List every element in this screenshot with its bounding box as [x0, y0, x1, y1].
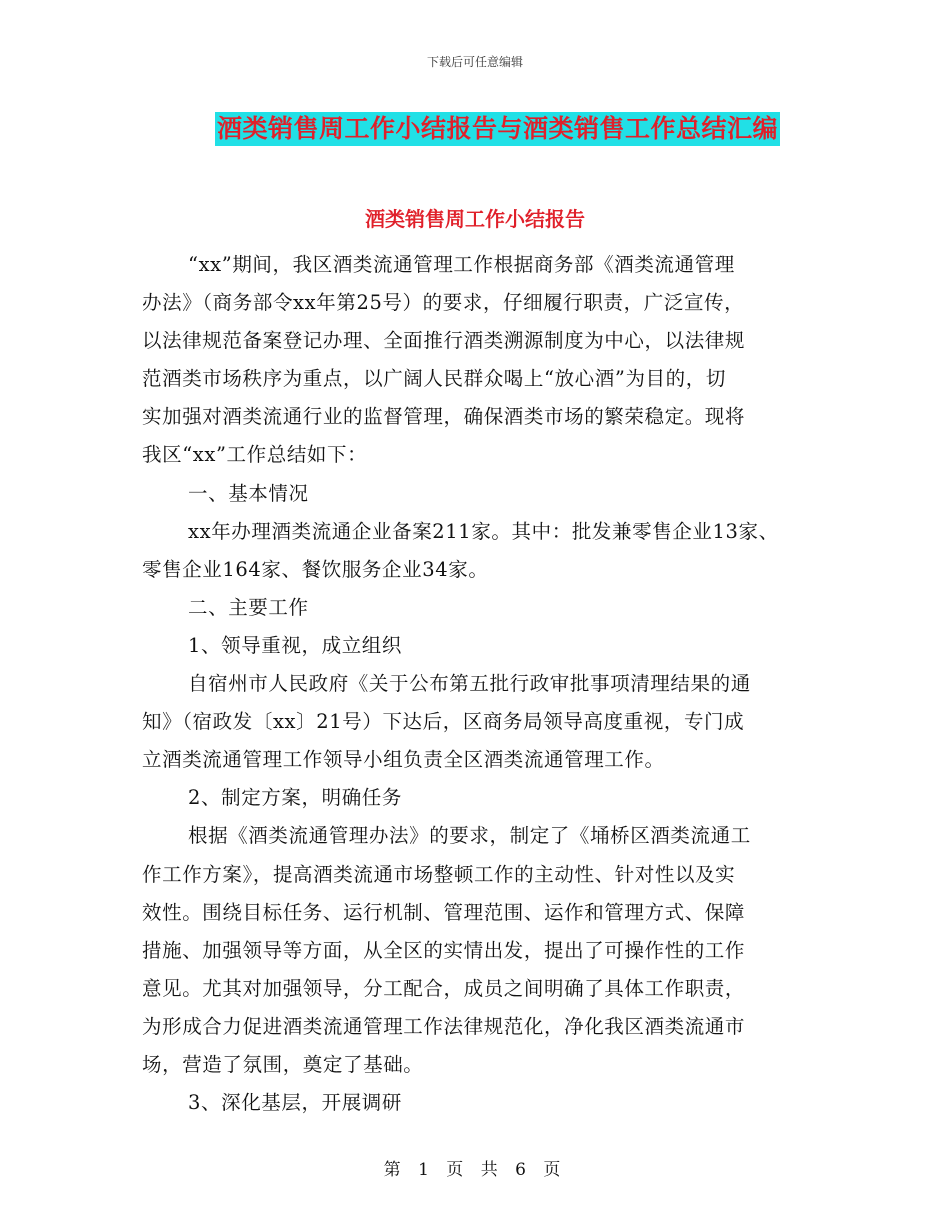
paragraph-line: 办法》（商务部令xx年第25号）的要求，仔细履行职责，广泛宣传，: [142, 291, 745, 315]
section-heading: 一、基本情况: [188, 481, 309, 505]
paragraph-line: 为形成合力促进酒类流通管理工作法律规范化，净化我区酒类流通市: [142, 1014, 746, 1038]
paragraph-line: 范酒类市场秩序为重点，以广阔人民群众喝上“放心酒”为目的，切: [142, 367, 726, 391]
paragraph-line: 实加强对酒类流通行业的监督管理，确保酒类市场的繁荣稳定。现将: [142, 405, 746, 429]
paragraph-line: 根据《酒类流通管理办法》的要求，制定了《埇桥区酒类流通工: [188, 824, 751, 848]
paragraph-line: 作工作方案》，提高酒类流通市场整顿工作的主动性、针对性以及实: [142, 862, 736, 886]
paragraph-line: 措施、加强领导等方面，从全区的实情出发，提出了可操作性的工作: [142, 938, 746, 962]
paragraph-line: “xx”期间，我区酒类流通管理工作根据商务部《酒类流通管理: [188, 253, 735, 276]
subsection-heading: 2、制定方案，明确任务: [188, 786, 403, 810]
paragraph-line: 知》（宿政发〔xx〕21号）下达后，区商务局领导高度重视，专门成: [142, 710, 745, 734]
paragraph-line: 效性。围绕目标任务、运行机制、管理范围、运作和管理方式、保障: [142, 900, 746, 924]
paragraph-line: 意见。尤其对加强领导，分工配合，成员之间明确了具体工作职责，: [142, 976, 746, 1000]
paragraph-line: 我区“xx”工作总结如下：: [142, 443, 368, 467]
paragraph-line: 零售企业164家、餐饮服务企业34家。: [142, 557, 489, 581]
paragraph-line: 立酒类流通管理工作领导小组负责全区酒类流通管理工作。: [142, 748, 665, 772]
section-title: 酒类销售周工作小结报告: [365, 207, 585, 231]
body-text: [142, 246, 812, 1122]
paragraph-line: 自宿州市人民政府《关于公布第五批行政审批事项清理结果的通: [188, 672, 751, 696]
subsection-heading: 3、深化基层，开展调研: [188, 1091, 403, 1115]
main-title: 酒类销售周工作小结报告与酒类销售工作总结汇编: [215, 112, 780, 146]
paragraph-line: xx年办理酒类流通企业备案211家。其中：批发兼零售企业13家、: [188, 519, 779, 543]
header-note: 下载后可任意编辑: [426, 55, 523, 69]
paragraph-line: 以法律规范备案登记办理、全面推行酒类溯源制度为中心，以法律规: [142, 329, 746, 353]
paragraph-line: 场，营造了氛围，奠定了基础。: [142, 1052, 424, 1076]
page-number-footer: 第 1 页 共 6 页: [383, 1160, 567, 1180]
main-title-container: [0, 112, 950, 146]
section-heading: 二、主要工作: [188, 595, 309, 619]
subsection-heading: 1、领导重视，成立组织: [188, 633, 403, 657]
